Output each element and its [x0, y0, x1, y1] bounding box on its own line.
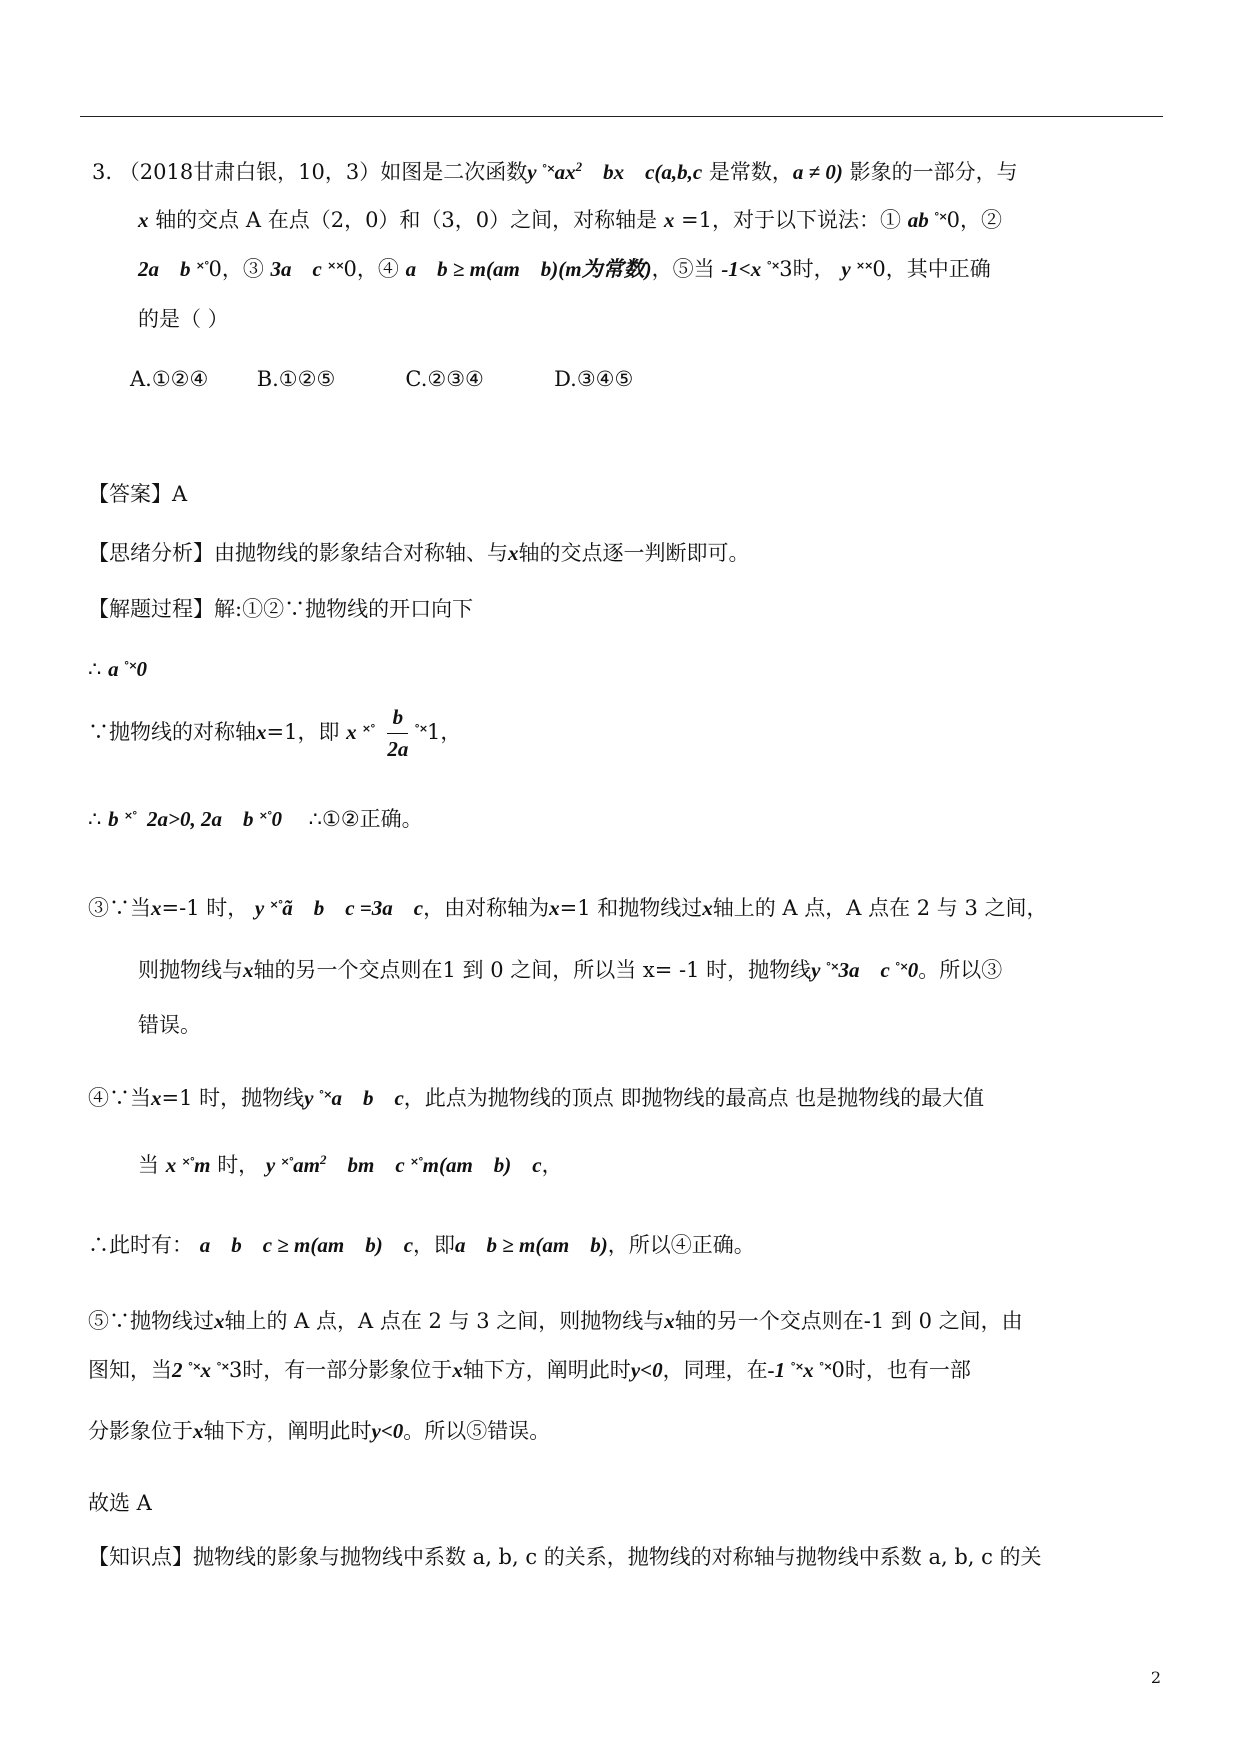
solution-text: ④∵当: [88, 1086, 151, 1110]
solution-text: ，所以④正确。: [607, 1233, 755, 1257]
question-text: 轴的交点 A 在点（2，0）和（3，0）之间，对称轴是: [155, 208, 658, 232]
math-x: x: [508, 541, 519, 565]
question-text: 0，②: [946, 208, 1003, 232]
question-line-1: [92, 159, 1018, 185]
solution-text: 轴下方，阐明此时: [203, 1419, 372, 1443]
solution-text: ，此点为抛物线的顶点 即抛物线的最高点 也是抛物线的最大值: [403, 1086, 985, 1110]
option-b: B.①②⑤: [256, 367, 336, 391]
math-expression: a °×0: [108, 657, 148, 681]
process-heading: 【解题过程】解:①②∵抛物线的开口向下: [88, 597, 474, 621]
solution-step-6: 错误。: [138, 1013, 201, 1037]
solution-step-10: [88, 1309, 1023, 1334]
question-text: 的是（ ）: [138, 307, 229, 331]
solution-step-8: 当 x ×°m 时， y $^{\times^\circ}am^2$ bm c ×°m(am b) c，: [138, 1152, 563, 1177]
question-text: 影象的一部分，与: [849, 160, 1018, 184]
math-expression: a b ≥ m(am b)(m为常数): [405, 257, 652, 281]
analysis-part: 轴的交点逐一判断即可。: [518, 541, 750, 565]
solution-text: 时，: [217, 1153, 260, 1177]
math-x: x: [193, 1419, 204, 1443]
solution-text: =1 时，抛物线: [161, 1086, 305, 1110]
math-x: x: [702, 896, 713, 920]
math-expression: -1<x °×: [721, 257, 780, 281]
solution-text: 轴上的 A 点，A 点在 2 与 3 之间，则抛物线与: [224, 1309, 665, 1333]
math-x: x: [151, 896, 162, 920]
math-expression: 2a b ×°: [138, 257, 209, 281]
question-number: 3.: [92, 160, 113, 184]
math-expression: y ×°ã b c =3a c: [254, 896, 424, 920]
answer-options: [130, 367, 633, 392]
solution-text: 3时，有一部分影象位于: [228, 1358, 453, 1382]
therefore-symbol: ∴: [88, 807, 102, 831]
page-number: 2: [1150, 1668, 1161, 1687]
math-expression: b ×° 2a>0, 2a b ×°0: [108, 807, 282, 831]
solution-step-11: [88, 1358, 971, 1383]
solution-text: ，同理，在: [662, 1358, 768, 1382]
math-expression: y °×a b c: [304, 1086, 404, 1110]
option-d: D.③④⑤: [554, 367, 634, 391]
math-expression: y ××: [841, 257, 873, 281]
solution-text: 轴的另一个交点则在-1 到 0 之间，由: [674, 1309, 1023, 1333]
solution-text: 轴上的 A 点，A 点在 2 与 3 之间，: [712, 896, 1048, 920]
solution-text: ∵抛物线的对称轴: [88, 720, 256, 745]
solution-step-9: [88, 1233, 755, 1258]
solution-text: ，即: [413, 1233, 456, 1257]
question-line-2: [138, 208, 1002, 233]
solution-text: ③∵当: [88, 896, 151, 920]
math-expression: a b ≥ m(am b): [455, 1233, 608, 1257]
fraction-b-over-2a: $\frac{b}{2a}$: [387, 705, 409, 762]
math-expression: a b c ≥ m(am b) c: [199, 1233, 414, 1257]
solution-text: ⑤∵抛物线过: [88, 1309, 214, 1333]
solution-step-2: [88, 705, 461, 762]
solution-text: 。所以③: [918, 958, 1003, 982]
math-x: x: [214, 1309, 225, 1333]
conclusion: 故选 A: [88, 1491, 152, 1515]
math-expression: x ×°: [346, 720, 375, 745]
math-x: x: [664, 1309, 675, 1333]
math-x: x: [452, 1358, 463, 1382]
math-x: x: [663, 208, 675, 232]
solution-step-12: [88, 1419, 550, 1444]
math-expression: y $^{^\circ\times}ax^2$ bx c(a,b,c: [527, 159, 703, 184]
math-expression: y<0: [630, 1358, 663, 1382]
header-rule: [80, 116, 1163, 117]
solution-text: ，由对称轴为: [423, 896, 550, 920]
solution-text: 当: [138, 1153, 159, 1177]
solution-text: =1 和抛物线过: [559, 896, 703, 920]
question-text: 0，③: [208, 257, 264, 281]
solution-text: 轴的另一个交点则在1 到 0 之间，所以当 x= -1 时，抛物线: [253, 958, 812, 982]
math-x: x: [151, 1086, 162, 1110]
math-expression: -1 °×x °×: [767, 1358, 832, 1382]
math-x: x: [138, 208, 149, 232]
question-line-4: [138, 307, 229, 332]
solution-text: 则抛物线与: [138, 958, 243, 982]
math-expression: 3a c ××: [270, 257, 344, 281]
math-expression: x ×°m: [165, 1153, 211, 1177]
solution-text: 。所以⑤错误。: [403, 1419, 551, 1443]
math-expression: y<0: [371, 1419, 404, 1443]
math-expression: y $^{\times^\circ}am^2$ bm c ×°m(am b) c: [265, 1152, 542, 1177]
question-text: ，⑤当: [651, 257, 715, 281]
option-a: A.①②④: [130, 367, 209, 391]
math-x: x: [256, 720, 267, 745]
math-expression: y °×3a c °×0: [811, 958, 919, 982]
solution-step-1: [88, 657, 147, 682]
therefore-symbol: ∴: [88, 657, 102, 681]
question-text: 0，④: [343, 257, 399, 281]
solution-text: 1，: [427, 720, 462, 745]
option-c: C.②③④: [405, 367, 484, 391]
math-expression: a ≠ 0): [792, 160, 843, 184]
solution-text: 分影象位于: [88, 1419, 193, 1443]
answer-label: 【答案】A: [88, 482, 188, 506]
question-text: 0，其中正确: [872, 257, 991, 281]
math-x: x: [243, 958, 254, 982]
solution-step-7: [88, 1086, 984, 1111]
math-expression: 2 °×x °×: [172, 1358, 229, 1382]
knowledge-point: 【知识点】抛物线的影象与抛物线中系数 a, b, c 的关系，抛物线的对称轴与抛物线中系数 a, b, c 的关: [88, 1545, 1042, 1569]
analysis-part: 【思绪分析】由抛物线的影象结合对称轴、与: [88, 541, 508, 565]
analysis-text: [88, 541, 750, 566]
solution-text: 0时，也有一部: [831, 1358, 971, 1382]
solution-text: =1，即: [266, 720, 340, 745]
solution-step-5: [138, 958, 1002, 983]
math-x: x: [549, 896, 560, 920]
math-expression: ab °×: [907, 208, 947, 232]
solution-text: 轴下方，阐明此时: [462, 1358, 631, 1382]
question-text: =1，对于以下说法：①: [681, 208, 901, 232]
question-text: 是常数，: [708, 160, 793, 184]
question-line-3: [138, 257, 991, 282]
solution-step-3: [88, 807, 423, 832]
solution-text: ∴此时有：: [88, 1233, 193, 1257]
solution-text: =-1 时，: [161, 896, 249, 920]
math-glyph: °×: [414, 722, 428, 736]
question-text: （2018甘肃白银，10，3）如图是二次函数: [118, 160, 528, 184]
solution-step-4: [88, 896, 1048, 921]
question-text: 3时，: [779, 257, 835, 281]
solution-text: ∴①②正确。: [308, 807, 423, 831]
solution-text: 图知，当: [88, 1358, 172, 1382]
